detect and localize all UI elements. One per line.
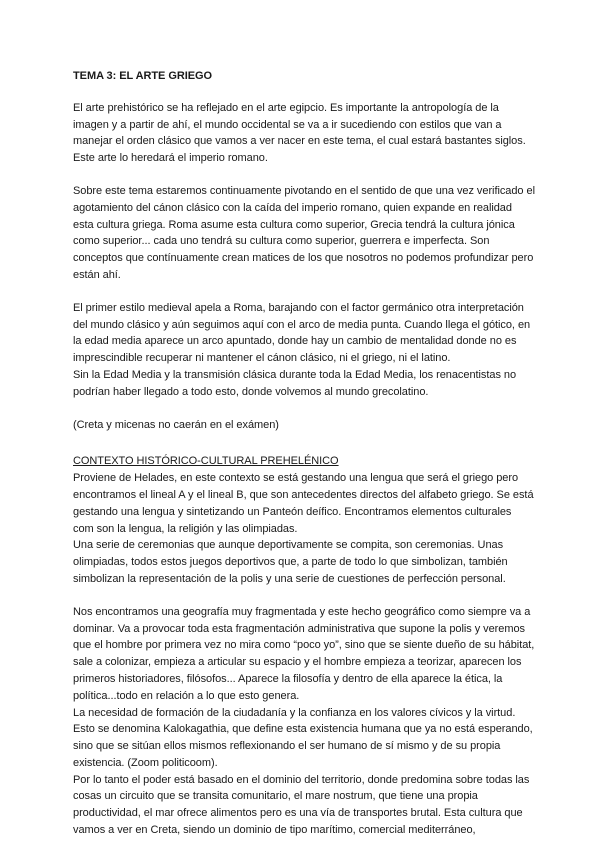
paragraph: Proviene de Helades, en este contexto se está gestando una lengua que será el griego pero encontramos el lineal A y el lineal B, que son antecedentes directos del alfabeto griego. Se está gestando una lengua y sintetizando un Panteón deífico. Encontramos elementos culturales com son la lengua, la religión y las olimpiadas. (73, 472, 534, 535)
spacer (73, 167, 535, 183)
document-title: TEMA 3: EL ARTE GRIEGO (73, 70, 213, 82)
paragraph: El primer estilo medieval apela a Roma, barajando con el factor germánico otra interpretación del mundo clásico y aún seguimos aquí con el arco de media punta. Cuando llega el gótico, en la edad media aparece un arco apuntado, donde hay un cambio de mentalidad donde no es imprescindible recuperar ni mantener el cánon clásico, ni el griego, ni el latino. (73, 301, 531, 365)
paragraph: Sin la Edad Media y la transmisión clásica durante toda la Edad Media, los renacentistas no podrían haber llegado a todo esto, donde volvemos al mundo grecolatino. (73, 368, 517, 398)
spacer (73, 433, 535, 453)
paragraph: Sobre este tema estaremos continuamente pivotando en el sentido de que una vez verificado el agotamiento del cánon clásico con la caída del imperio romano, quien expande en realidad esta cultura griega. Roma asume esta cultura como superior, Grecia tendrá la cultura jónica como superior... cada uno tendrá su cultura como superior, guerrera e imperfecta. Son conceptos que contínuamente crean matices de los que nosotros no podemos profundizar pero están ahí. (73, 184, 535, 281)
document-page (73, 68, 535, 839)
paragraph: El arte prehistórico se ha reflejado en el arte egipcio. Es importante la antropología de la imagen y a partir de ahí, el mundo occidental se va a ir sucediendo con estilos que van a manejar el orden clásico que vamos a ver nacer en este tema, el cual estará bastantes siglos. Este arte lo heredará el imperio romano. (73, 101, 526, 165)
spacer (73, 588, 535, 604)
paragraph: Nos encontramos una geografía muy fragmentada y este hecho geográfico como siempre va a dominar. Va a provocar toda esta fragmentación administrativa que supone la polis y veremos que el hombre por primera vez no mira como “poco yo”, sino que se siente dueño de su hábitat, sale a colonizar, empieza a articular su espacio y el hombre empieza a teorizar, aparecen los primeros historiadores, filósofos... Aparece la filosofía y dentro de ella aparece la ética, la política...todo en relación a lo que esto genera. (73, 605, 535, 702)
paragraph: Una serie de ceremonias que aunque deportivamente se compita, son ceremonias. Unas olimpiadas, todos estos juegos deportivos que, a parte de todo lo que simbolizan, también simbolizan la representación de la polis y una serie de cuestiones de perfección personal. (73, 539, 508, 585)
section-heading: CONTEXTO HISTÓRICO-CULTURAL PREHELÉNICO (73, 455, 339, 468)
paragraph: Por lo tanto el poder está basado en el dominio del territorio, donde predomina sobre todas las cosas un circuito que se transita comunitario, el mare nostrum, que tiene una propia productividad, el mar ofrece alimentos pero es una vía de transportes brutal. Esta cultura que vamos a ver en Creta, siendo un dominio de tipo marítimo, comercial mediterráneo, (73, 773, 530, 837)
spacer (73, 401, 535, 417)
spacer (73, 284, 535, 300)
paragraph: La necesidad de formación de la ciudadanía y la confianza en los valores cívicos y la virtud. Esto se denomina Kalokagathia, que define esta existencia humana que ya no está esperando, sino que se sitúan ellos mismos reflexionando el ser humano de sí mismo y de su propia existencia. (Zoom politicoom). (73, 706, 533, 769)
exam-note: (Creta y micenas no caerán en el exámen) (73, 418, 279, 431)
